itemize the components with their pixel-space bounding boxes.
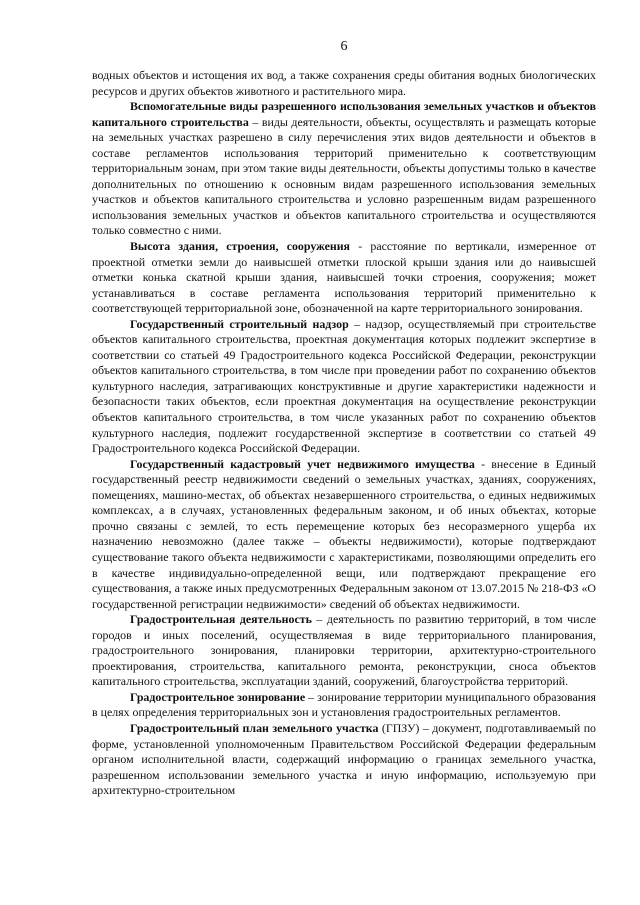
paragraph-text: – зонирование территории муниципального образования в целях определения территориальных зон и установления градостроительных регламентов.: [92, 689, 596, 720]
paragraph-text: – деятельность по развитию территорий, в том числе городов и иных поселений, осуществляемая в виде территориального планирования, градостроительного зонирования, планировки территории, архитектурно-строительного проектирования, строительства, капитального ремонта, реконструкции, сноса объектов капитального строительства, эксплуатации зданий, сооружений, благоустройства территорий.: [92, 612, 597, 689]
paragraph-text: водных объектов и истощения их вод, а также сохранения среды обитания водных биологических ресурсов и других объектов животного и растительного мира.: [92, 68, 596, 98]
paragraph-text: – надзор, осуществляемый при строительстве объектов капитального строительства, проектная документация которых подлежит экспертизе в соответствии со статьей 49 Градостроительного кодекса Российской Федерации, реконструкции объектов капитального строительства, в том числе при проведении работ по сохранению объектов культурного наследия, затрагивающих конструктивные и другие характеристики надежности и безопасности таких объектов, если проектная документация на осуществление реконструкции объектов капитального строительства, в том числе указанных работ по сохранению объектов культурного наследия, подлежит государственной экспертизе в соответствии со статьей 49 Градостроительного кодекса Российской Федерации.: [92, 316, 596, 456]
paragraph-text: (ГПЗУ) – документ, подготавливаемый по форме, установленной уполномоченным Правительством Российской Федерации федеральным органом исполнительной власти, содержащий информацию о границах земельного участка, разрешенном использовании земельного участка и иную информацию, используемую при архитектурно-строительном: [92, 720, 597, 798]
paragraph-text: - расстояние по вертикали, измеренное от проектной отметки земли до наивысшей отметки плоской крыши здания или до наивысшей отметки конька скатной крыши здания, наивысшей точки строения, сооружения; может устанавливаться в составе регламента использования территорий применительно к соответствующей территориальной зоне, обозначенной на карте территориального зонирования.: [92, 239, 596, 316]
paragraph-building-height: [92, 239, 596, 317]
term-heading: Вспомогательные виды разрешенного использования земельных участков и объектов капитального строительства: [92, 99, 596, 129]
paragraph-state-construction-supervision: [92, 317, 596, 457]
paragraph-cadastral-registration: [92, 457, 596, 612]
paragraph-auxiliary-use-types: [92, 99, 596, 239]
paragraph-text: – виды деятельности, объекты, осуществлять и размещать которые на земельных участках разрешено в силу перечисления этих видов деятельности и объектов в составе регламентов использования территорий применительно к соответствующим территориальным зонам, при этом такие виды деятельности, объекты допустимы только в качестве дополнительных по отношению к основным видам разрешенного использования земельных участков и объектов капитального строительства и условно разрешенным видам разрешенного использования земельных участков и объектов капитального строительства и осуществляются только совместно с ними.: [92, 114, 596, 238]
paragraph-text: - внесение в Единый государственный реестр недвижимости сведений о земельных участках, зданиях, сооружениях, помещениях, машино-местах, об объектах незавершенного строительства, о единых недвижимых комплексах, а в случаях, установленных федеральным законом, и об иных объектах, которые прочно связаны с землей, то есть перемещение которых без несоразмерного ущерба их назначению невозможно (далее также – объекты недвижимости), которые подтверждают существование такого объекта недвижимости с характеристиками, позволяющими определить его в качестве индивидуально-определенной вещи, или подтверждают прекращение его существования, а также иных предусмотренных Федеральным законом от 13.07.2015 № 218-ФЗ «О государственной регистрации недвижимости» сведений об объектах недвижимости.: [92, 456, 596, 611]
term-heading: Градостроительный план земельного участка: [130, 720, 379, 735]
paragraph-continuation: [92, 68, 596, 99]
page-number: 6: [340, 39, 348, 54]
document-page: [92, 38, 596, 799]
paragraph-urban-planning-activity: [92, 612, 596, 690]
term-heading: Государственный кадастровый учет недвижимого имущества: [130, 456, 475, 471]
term-heading: Высота здания, строения, сооружения: [130, 239, 350, 254]
paragraph-land-plot-urban-plan: [92, 721, 596, 799]
term-heading: Градостроительное зонирование: [130, 689, 306, 704]
paragraph-urban-zoning: [92, 690, 596, 721]
term-heading: Государственный строительный надзор: [130, 316, 349, 331]
term-heading: Градостроительная деятельность: [130, 612, 312, 627]
